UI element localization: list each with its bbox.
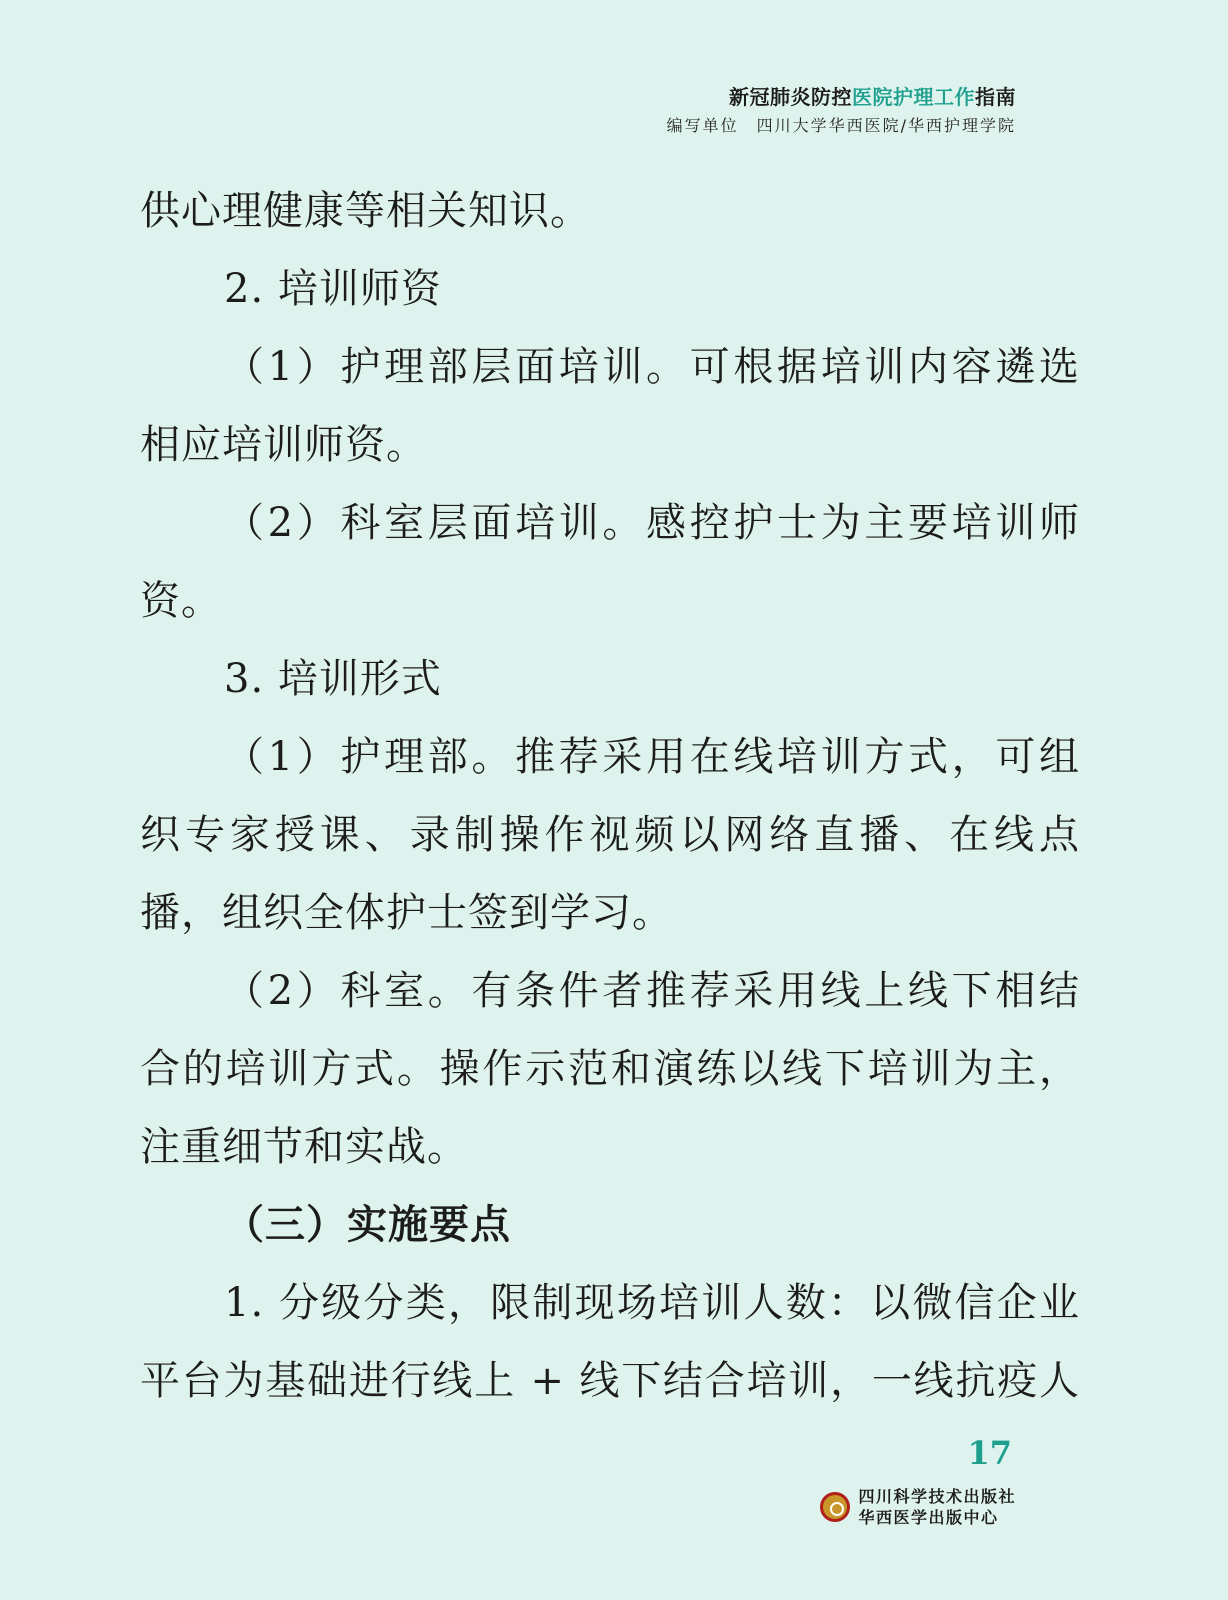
- text-line: （2）科室。有条件者推荐采用线上线下相结: [224, 968, 1080, 1014]
- book-title-suffix: 指南: [975, 85, 1016, 109]
- publisher-name: [858, 1486, 1016, 1528]
- text-line: 1. 分级分类，限制现场培训人数：以微信企业: [224, 1280, 1080, 1326]
- text-line: 平台为基础进行线上 + 线下结合培训，一线抗疫人: [140, 1358, 1080, 1404]
- text-line: 资。: [140, 578, 222, 624]
- author-unit: 编写单位 四川大学华西医院/华西护理学院: [666, 116, 1016, 135]
- section-heading: 3. 培训形式: [224, 656, 442, 702]
- section-heading: 2. 培训师资: [224, 266, 442, 312]
- book-title: [667, 84, 1016, 110]
- section-heading: （三）实施要点: [224, 1202, 511, 1248]
- text-line: 合的培训方式。操作示范和演练以线下培训为主，: [140, 1046, 1080, 1092]
- publisher-logo-icon: [820, 1492, 850, 1522]
- text-line: （1）护理部层面培训。可根据培训内容遴选: [224, 344, 1080, 390]
- text-line: 供心理健康等相关知识。: [140, 188, 591, 234]
- publisher-block: [820, 1486, 1016, 1528]
- text-line: （2）科室层面培训。感控护士为主要培训师: [224, 500, 1080, 546]
- publisher-line: 华西医学出版中心: [858, 1508, 999, 1527]
- page-number: 17: [967, 1434, 1012, 1472]
- text-line: 相应培训师资。: [140, 422, 427, 468]
- text-line: 织专家授课、录制操作视频以网络直播、在线点: [140, 812, 1080, 858]
- text-line: 播，组织全体护士签到学习。: [140, 890, 673, 936]
- book-title-accent: 医院护理工作: [852, 85, 975, 109]
- body-text: [140, 172, 1080, 1420]
- page-header: [667, 84, 1016, 136]
- text-line: （1）护理部。推荐采用在线培训方式，可组: [224, 734, 1080, 780]
- text-line: 注重细节和实战。: [140, 1124, 468, 1170]
- book-title-prefix: 新冠肺炎防控: [729, 85, 852, 109]
- publisher-line: 四川科学技术出版社: [858, 1487, 1016, 1506]
